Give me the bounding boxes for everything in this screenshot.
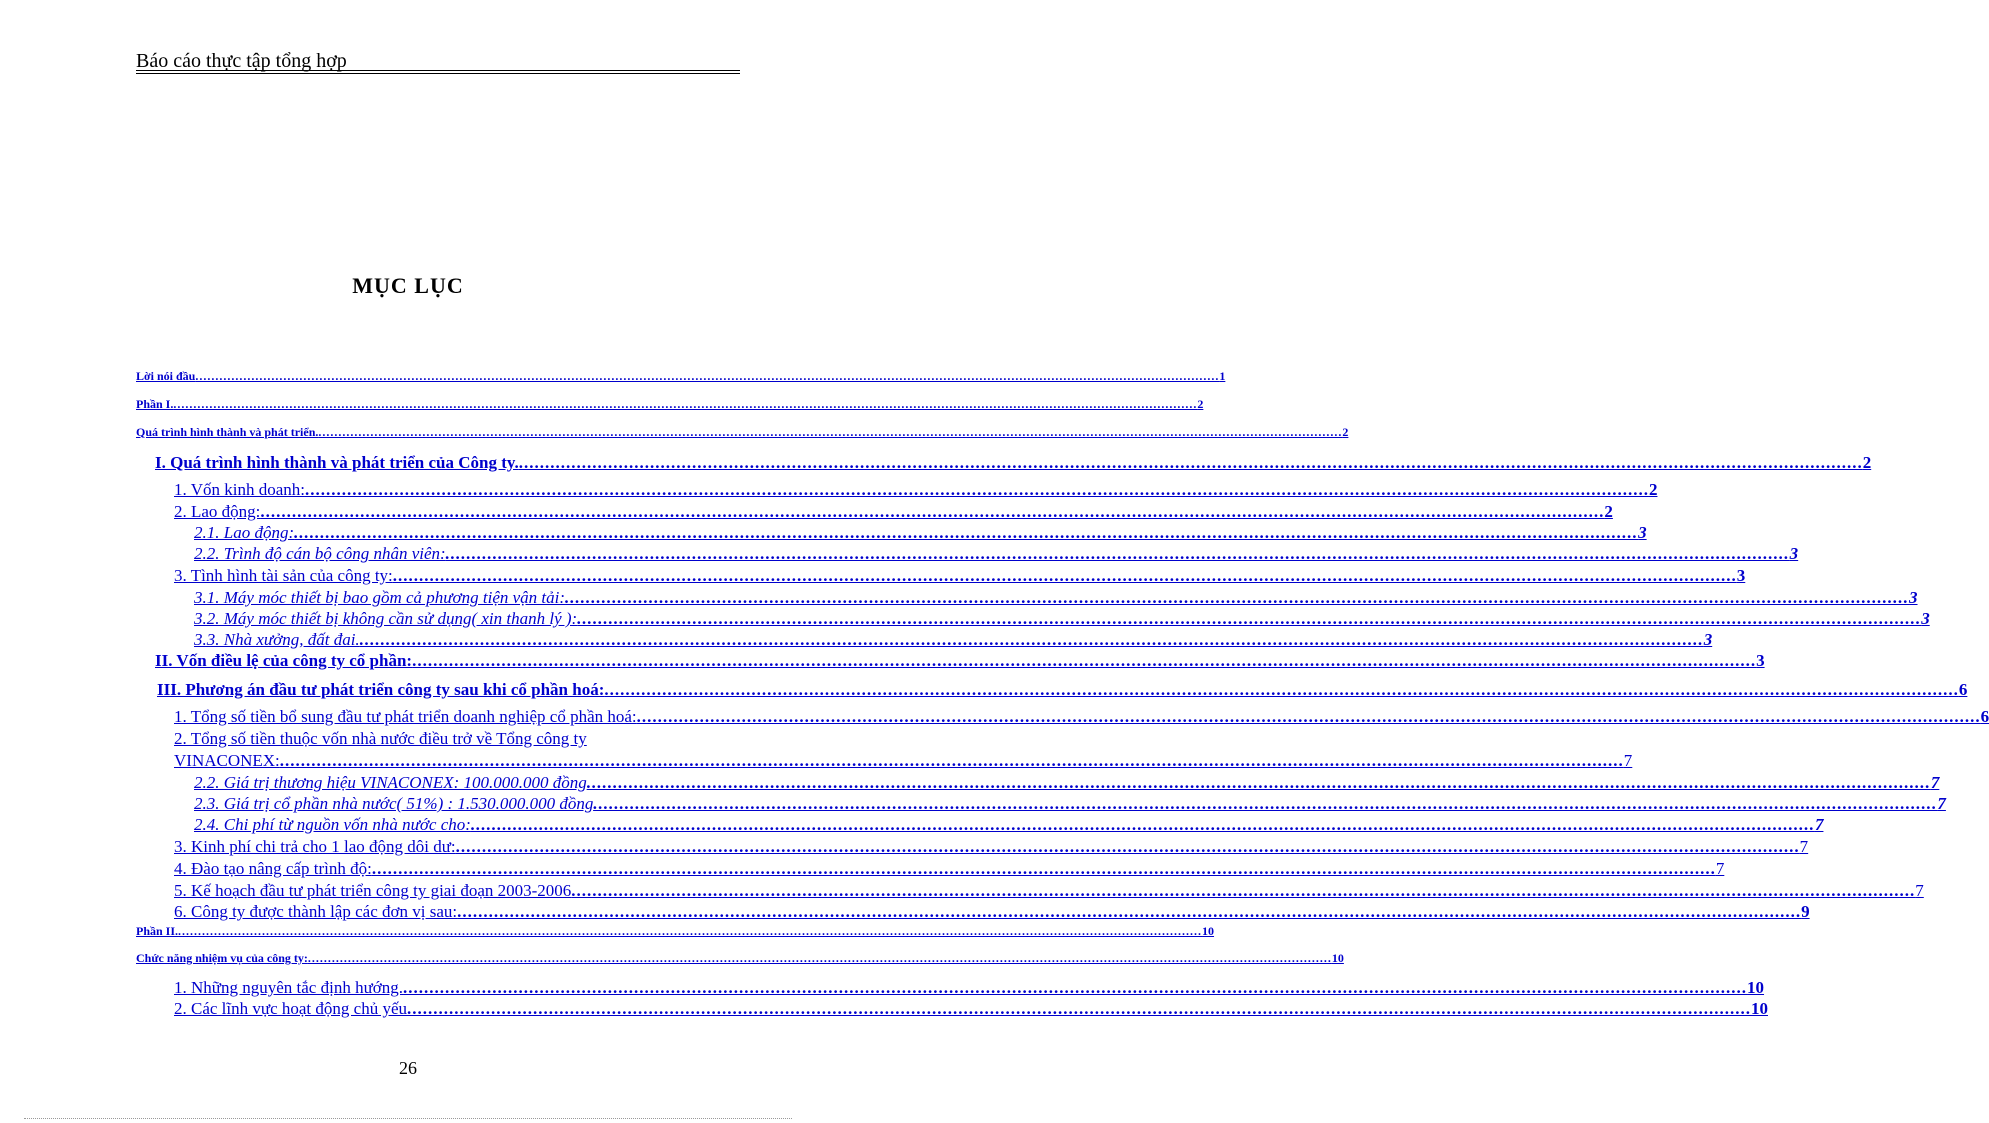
toc-entry-text: 2.1. Lao động:: [194, 523, 295, 542]
toc-entry-text: 6. Công ty được thành lập các đơn vị sau:: [174, 902, 458, 921]
toc-entry-phan-2[interactable]: [136, 924, 1215, 939]
toc-entry-tong-so-tien-von-nha-nuoc[interactable]: [174, 729, 587, 749]
toc-entry-lao-dong[interactable]: [174, 502, 1613, 522]
toc-entry-page: 1: [1219, 369, 1226, 383]
toc-entry-vinaconex[interactable]: [174, 751, 1633, 771]
toc-entry-text: 3. Kinh phí chi trả cho 1 lao động dôi dư:: [174, 837, 456, 856]
toc-entry-loi-noi-dau[interactable]: [136, 369, 1226, 384]
toc-entry-text: 2.2. Trình độ cán bộ công nhân viên:: [194, 544, 446, 563]
toc-entry-text: Lời nói đầu: [136, 369, 196, 383]
toc-leader: [195, 369, 1219, 384]
toc-entry-page: 7: [1915, 881, 1924, 900]
toc-entry-page: 9: [1801, 902, 1810, 921]
toc-entry-nha-xuong[interactable]: [194, 630, 1713, 650]
running-header: Báo cáo thực tập tổng hợp: [136, 50, 347, 72]
toc-entry-text: VINACONEX:: [174, 751, 280, 770]
toc-entry-chuc-nang[interactable]: [136, 951, 1344, 966]
toc-entry-ke-hoach[interactable]: [174, 881, 1924, 901]
toc-entry-text: I. Quá trình hình thành và phát triển của Công ty.: [155, 453, 519, 472]
toc-leader: [571, 881, 1915, 901]
toc-leader: [294, 523, 1638, 543]
toc-leader: [280, 751, 1624, 771]
toc-entry-thuong-hieu[interactable]: [194, 773, 1940, 793]
toc-entry-text: 1. Vốn kinh doanh:: [174, 480, 305, 499]
toc-entry-chi-phi[interactable]: [194, 815, 1824, 835]
toc-entry-lao-dong-2-1[interactable]: [194, 523, 1647, 543]
toc-entry-page: 3: [1789, 544, 1799, 563]
toc-entry-text: Quá trình hình thành và phát triển.: [136, 425, 319, 439]
toc-leader: [407, 999, 1751, 1019]
toc-entry-page: 3: [1736, 566, 1746, 585]
toc-entry-page: 3: [1909, 588, 1918, 607]
toc-entry-text: 2.3. Giá trị cổ phần nhà nước( 51%) : 1.530.000.000 đồng: [194, 794, 594, 813]
toc-entry-page: 7: [1814, 815, 1824, 834]
toc-entry-page: 2: [1648, 480, 1658, 499]
toc-entry-trinh-do[interactable]: [194, 544, 1799, 564]
toc-leader: [637, 707, 1981, 727]
toc-entry-page: 10: [1747, 978, 1765, 997]
toc-entry-text: 5. Kế hoạch đầu tư phát triển công ty giai đoạn 2003-2006: [174, 881, 572, 900]
toc-leader: [318, 425, 1342, 440]
toc-leader: [412, 651, 1756, 671]
toc-entry-may-moc-3-2[interactable]: [194, 609, 1930, 629]
toc-entry-kinh-phi[interactable]: [174, 837, 1809, 857]
toc-entry-page: 7: [1799, 837, 1809, 856]
toc-leader: [360, 630, 1704, 650]
toc-entry-text: 2.4. Chi phí từ nguồn vốn nhà nước cho:: [194, 815, 471, 834]
page-number: 26: [399, 1058, 417, 1078]
toc-leader: ..... ..: [604, 680, 1959, 700]
toc-leader: [446, 544, 1790, 564]
toc-entry-text: 2.2. Giá trị thương hiệu VINACONEX: 100.000.000 đồng: [194, 773, 587, 792]
toc-entry-page: 7: [1715, 859, 1725, 878]
toc-leader: [308, 951, 1332, 966]
toc-leader: [403, 978, 1747, 998]
toc-leader: [593, 794, 1937, 814]
toc-entry-page: 2: [1604, 502, 1613, 521]
toc-entry-may-moc-3-1[interactable]: [194, 588, 1918, 608]
toc-leader: [471, 815, 1815, 835]
toc-leader: [577, 609, 1921, 629]
toc-entry-text: 3.2. Máy móc thiết bị không cần sử dụng( xin thanh lý ):: [194, 609, 578, 628]
toc-leader: [393, 566, 1737, 586]
toc-entry-text: 1. Những nguyên tắc định hướng.: [174, 978, 404, 997]
toc-entry-page: 3: [1921, 609, 1930, 628]
toc-entry-page: 10: [1751, 999, 1768, 1018]
toc-entry-von-kinh-doanh[interactable]: [174, 480, 1658, 500]
toc-entry-linh-vuc[interactable]: [174, 999, 1768, 1019]
toc-entry-section-1[interactable]: [155, 453, 1872, 473]
header-rule-double: [136, 73, 740, 74]
toc-entry-text: III. Phương án đầu tư phát triển công ty sau khi cổ phần hoá:: [157, 680, 605, 699]
header-rule: [136, 70, 740, 71]
toc-entry-page: 6: [1980, 707, 1989, 726]
toc-entry-co-phan-nha-nuoc[interactable]: [194, 794, 1946, 814]
toc-leader: [178, 924, 1202, 939]
toc-leader: [456, 837, 1800, 857]
toc-entry-text: Chức năng nhiệm vụ của công ty:: [136, 951, 308, 965]
toc-entry-phan-1[interactable]: [136, 397, 1204, 412]
toc-entry-page: 7: [1623, 751, 1633, 770]
toc-entry-page: 10: [1202, 924, 1215, 938]
toc-entry-nguyen-tac[interactable]: [174, 978, 1765, 998]
toc-entry-page: 7: [1930, 773, 1940, 792]
toc-entry-dao-tao[interactable]: [174, 859, 1725, 879]
toc-entry-tong-so-tien-bo-sung[interactable]: [174, 707, 1989, 727]
toc-entry-page: 3: [1638, 523, 1647, 542]
toc-leader: [260, 502, 1604, 522]
toc-entry-text: 1. Tổng số tiền bổ sung đầu tư phát triển doanh nghiệp cổ phần hoá:: [174, 707, 637, 726]
toc-leader: [587, 773, 1931, 793]
toc-entry-section-3[interactable]: [157, 680, 1968, 700]
toc-entry-text: 3.3. Nhà xưởng, đất đai.: [194, 630, 360, 649]
toc-title: MỤC LỤC: [352, 273, 464, 298]
toc-entry-section-2[interactable]: [155, 651, 1765, 671]
toc-leader: [372, 859, 1716, 879]
toc-entry-don-vi[interactable]: [174, 902, 1810, 922]
toc-entry-page: 3: [1703, 630, 1713, 649]
toc-leader: [519, 453, 1863, 473]
toc-entry-text: 2. Lao động:: [174, 502, 261, 521]
toc-entry-text: Phần I.: [136, 397, 174, 411]
toc-entry-text: II. Vốn điều lệ của công ty cổ phần:: [155, 651, 413, 670]
toc-entry-page: 10: [1331, 951, 1344, 965]
toc-entry-page: 2: [1862, 453, 1872, 472]
toc-entry-text: 4. Đào tạo nâng cấp trình độ:: [174, 859, 372, 878]
toc-entry-text: 3. Tình hình tài sản của công ty:: [174, 566, 393, 585]
toc-entry-page: 2: [1342, 425, 1349, 439]
toc-entry-page: 2: [1197, 397, 1204, 411]
toc-leader: [305, 480, 1649, 500]
page-bottom-rule: [24, 1118, 792, 1119]
toc-leader: [173, 397, 1197, 412]
toc-entry-text: Phần II.: [136, 924, 179, 938]
toc-entry-page: 7: [1937, 794, 1946, 813]
toc-entry-tai-san[interactable]: [174, 566, 1746, 586]
toc-leader: [565, 588, 1909, 608]
toc-entry-text: 2. Các lĩnh vực hoạt động chủ yếu: [174, 999, 407, 1018]
toc-entry-page: 6: [1958, 680, 1968, 699]
toc-entry-text: 3.1. Máy móc thiết bị bao gồm cả phương tiện vận tải:: [194, 588, 566, 607]
toc-entry-text: 2. Tổng số tiền thuộc vốn nhà nước điều trở về Tổng công ty: [174, 729, 587, 748]
toc-entry-page: 3: [1756, 651, 1765, 670]
toc-leader: [457, 902, 1801, 922]
toc-entry-qua-trinh[interactable]: [136, 425, 1349, 440]
